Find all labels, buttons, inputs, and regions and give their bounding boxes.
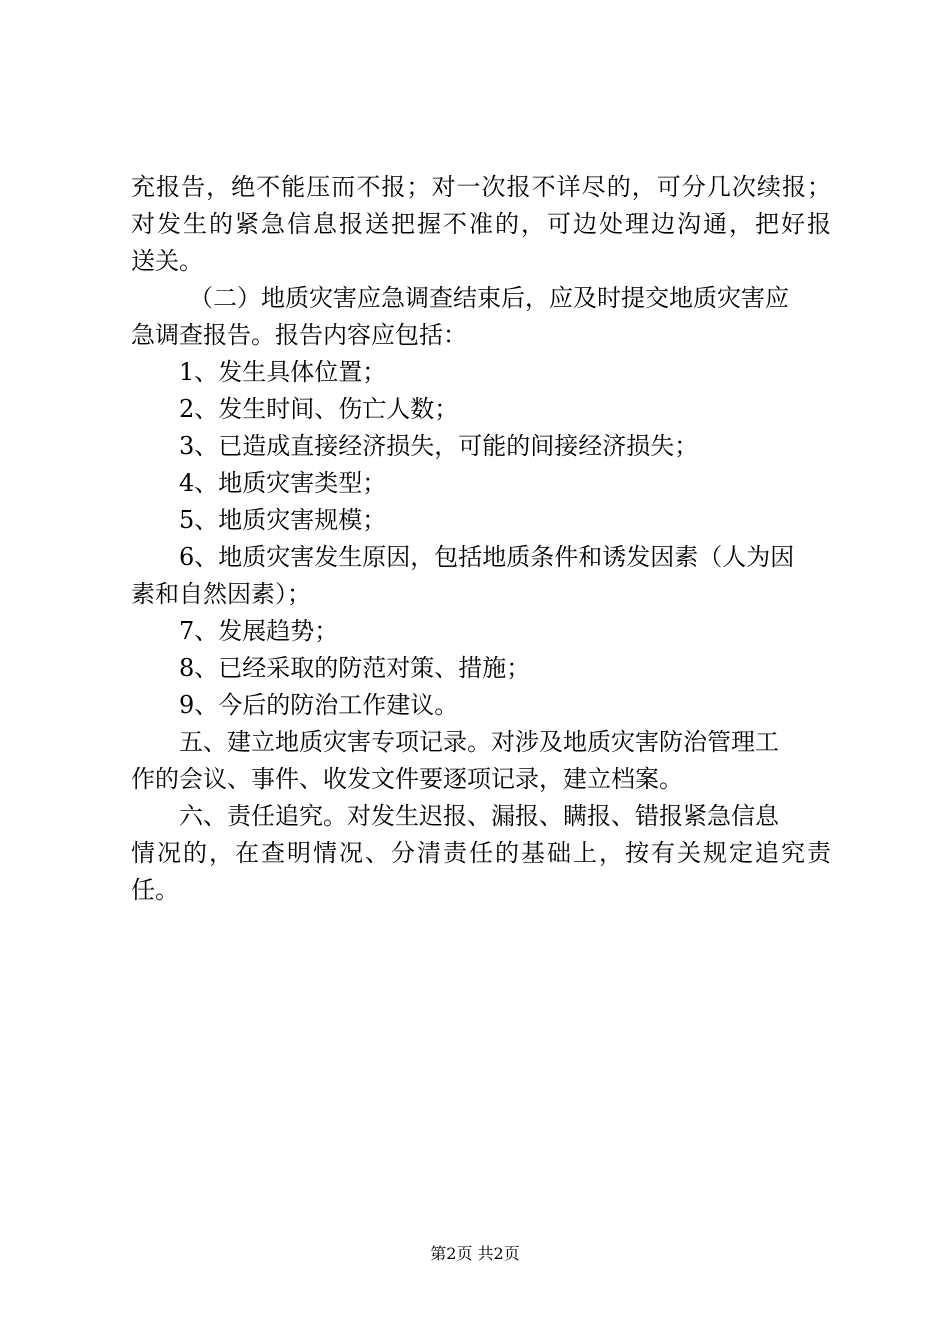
- list-item: 2、发生时间、伤亡人数；: [179, 395, 459, 423]
- body-line: 对发生的紧急信息报送把握不准的，可边处理边沟通，把好报: [131, 210, 831, 238]
- page-number-footer: 第2页 共2页: [430, 1244, 520, 1263]
- section-two-heading-line: （二）地质灾害应急调查结束后，应及时提交地质灾害应: [189, 284, 789, 312]
- body-line: 作的会议、事件、收发文件要逐项记录，建立档案。: [131, 765, 683, 793]
- body-line: 任。: [131, 876, 179, 904]
- body-line: 情况的，在查明情况、分清责任的基础上，按有关规定追究责: [131, 839, 831, 867]
- list-item: 6、地质灾害发生原因，包括地质条件和诱发因素（人为因: [179, 543, 795, 571]
- list-item: 1、发生具体位置；: [179, 358, 387, 386]
- list-item: 8、已经采取的防范对策、措施；: [179, 654, 531, 682]
- body-line: 充报告，绝不能压而不报；对一次报不详尽的，可分几次续报；: [131, 173, 831, 201]
- list-item: 4、地质灾害类型；: [179, 469, 387, 497]
- section-six-line: 六、责任追究。对发生迟报、漏报、瞒报、错报紧急信息: [179, 802, 779, 830]
- body-line: 送关。: [131, 247, 203, 275]
- list-item: 5、地质灾害规模；: [179, 506, 387, 534]
- body-line: 急调查报告。报告内容应包括：: [131, 321, 467, 349]
- list-item-continuation: 素和自然因素）；: [131, 580, 311, 608]
- list-item: 9、今后的防治工作建议。: [179, 691, 459, 719]
- section-five-line: 五、建立地质灾害专项记录。对涉及地质灾害防治管理工: [179, 728, 779, 756]
- list-item: 7、发展趋势；: [179, 617, 339, 645]
- list-item: 3、已造成直接经济损失，可能的间接经济损失；: [179, 432, 699, 460]
